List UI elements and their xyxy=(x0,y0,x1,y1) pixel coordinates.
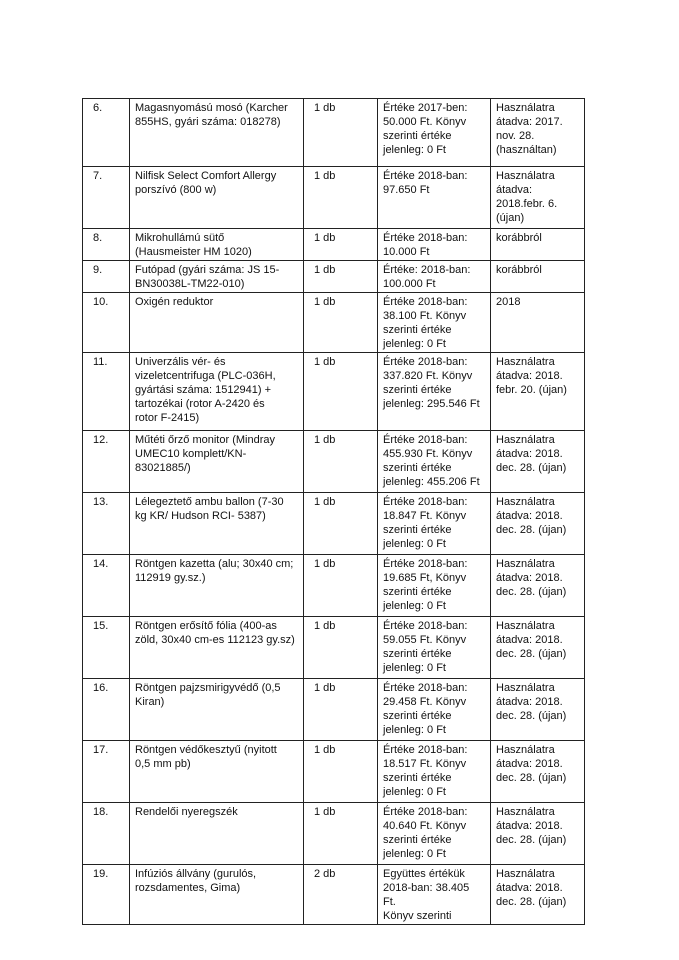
item-value: Értéke 2018-ban: 40.640 Ft. Könyv szerinti értéke jelenleg: 0 Ft xyxy=(378,803,491,865)
item-value: Értéke 2018-ban: 337.820 Ft. Könyv szerinti értéke jelenleg: 295.546 Ft xyxy=(378,353,491,431)
item-quantity: 1 db xyxy=(304,803,378,865)
item-name: Műtéti őrző monitor (Mindray UMEC10 komplett/KN- 83021885/) xyxy=(130,431,304,493)
item-status: Használatra átadva: 2018. dec. 28. (újan) xyxy=(491,617,585,679)
item-status: Használatra átadva: 2018. dec. 28. (újan) xyxy=(491,431,585,493)
item-quantity: 1 db xyxy=(304,229,378,261)
item-name: Mikrohullámú sütő (Hausmeister HM 1020) xyxy=(130,229,304,261)
table-row xyxy=(83,617,585,679)
item-name: Oxigén reduktor xyxy=(130,293,304,353)
table-row xyxy=(83,99,585,167)
item-number: 8. xyxy=(83,229,130,261)
item-status: Használatra átadva: 2018.febr. 6. (újan) xyxy=(491,167,585,229)
item-value: Értéke 2018-ban: 19.685 Ft, Könyv szerinti értéke jelenleg: 0 Ft xyxy=(378,555,491,617)
table-row xyxy=(83,803,585,865)
item-name: Futópad (gyári száma: JS 15- BN30038L-TM22-010) xyxy=(130,261,304,293)
table-row xyxy=(83,741,585,803)
item-name: Röntgen erősítő fólia (400-as zöld, 30x40 cm-es 112123 gy.sz) xyxy=(130,617,304,679)
table-row xyxy=(83,431,585,493)
inventory-rows xyxy=(83,99,585,925)
item-number: 17. xyxy=(83,741,130,803)
item-status: 2018 xyxy=(491,293,585,353)
item-number: 15. xyxy=(83,617,130,679)
item-quantity: 1 db xyxy=(304,293,378,353)
item-name: Infúziós állvány (gurulós, rozsdamentes, Gima) xyxy=(130,865,304,925)
table-row xyxy=(83,293,585,353)
table-row xyxy=(83,229,585,261)
item-value: Értéke: 2018-ban: 100.000 Ft xyxy=(378,261,491,293)
item-value: Értéke 2017-ben: 50.000 Ft. Könyv szerinti értéke jelenleg: 0 Ft xyxy=(378,99,491,167)
item-quantity: 1 db xyxy=(304,261,378,293)
table-row xyxy=(83,353,585,431)
item-number: 10. xyxy=(83,293,130,353)
item-status: Használatra átadva: 2017. nov. 28. (használtan) xyxy=(491,99,585,167)
item-value: Értéke 2018-ban: 59.055 Ft. Könyv szerinti értéke jelenleg: 0 Ft xyxy=(378,617,491,679)
item-value: Együttes értékük 2018-ban: 38.405 Ft. Könyv szerinti xyxy=(378,865,491,925)
item-quantity: 1 db xyxy=(304,555,378,617)
item-quantity: 1 db xyxy=(304,99,378,167)
item-number: 7. xyxy=(83,167,130,229)
item-number: 19. xyxy=(83,865,130,925)
item-value: Értéke 2018-ban: 18.847 Ft. Könyv szerinti értéke jelenleg: 0 Ft xyxy=(378,493,491,555)
item-number: 9. xyxy=(83,261,130,293)
item-quantity: 1 db xyxy=(304,493,378,555)
item-value: Értéke 2018-ban: 455.930 Ft. Könyv szerinti értéke jelenleg: 455.206 Ft xyxy=(378,431,491,493)
item-value: Értéke 2018-ban: 97.650 Ft xyxy=(378,167,491,229)
item-quantity: 1 db xyxy=(304,679,378,741)
item-number: 14. xyxy=(83,555,130,617)
item-quantity: 1 db xyxy=(304,353,378,431)
item-status: korábbról xyxy=(491,261,585,293)
item-name: Nilfisk Select Comfort Allergy porszívó (800 w) xyxy=(130,167,304,229)
item-value: Értéke 2018-ban: 18.517 Ft. Könyv szerinti értéke jelenleg: 0 Ft xyxy=(378,741,491,803)
item-number: 13. xyxy=(83,493,130,555)
item-number: 16. xyxy=(83,679,130,741)
item-status: korábbról xyxy=(491,229,585,261)
item-number: 12. xyxy=(83,431,130,493)
item-quantity: 1 db xyxy=(304,167,378,229)
item-quantity: 2 db xyxy=(304,865,378,925)
item-quantity: 1 db xyxy=(304,741,378,803)
item-number: 6. xyxy=(83,99,130,167)
item-name: Rendelői nyeregszék xyxy=(130,803,304,865)
item-status: Használatra átadva: 2018. dec. 28. (újan) xyxy=(491,679,585,741)
table-row xyxy=(83,167,585,229)
item-status: Használatra átadva: 2018. febr. 20. (újan) xyxy=(491,353,585,431)
item-value: Értéke 2018-ban: 38.100 Ft. Könyv szerinti értéke jelenleg: 0 Ft xyxy=(378,293,491,353)
item-quantity: 1 db xyxy=(304,617,378,679)
item-value: Értéke 2018-ban: 29.458 Ft. Könyv szerinti értéke jelenleg: 0 Ft xyxy=(378,679,491,741)
item-number: 11. xyxy=(83,353,130,431)
table-row xyxy=(83,555,585,617)
item-name: Lélegeztető ambu ballon (7-30 kg KR/ Hudson RCI- 5387) xyxy=(130,493,304,555)
table-row xyxy=(83,865,585,925)
item-quantity: 1 db xyxy=(304,431,378,493)
document-page xyxy=(82,98,584,925)
item-value: Értéke 2018-ban: 10.000 Ft xyxy=(378,229,491,261)
item-status: Használatra átadva: 2018. dec. 28. (újan) xyxy=(491,741,585,803)
item-status: Használatra átadva: 2018. dec. 28. (újan) xyxy=(491,555,585,617)
item-name: Röntgen kazetta (alu; 30x40 cm; 112919 gy.sz.) xyxy=(130,555,304,617)
item-status: Használatra átadva: 2018. dec. 28. (újan) xyxy=(491,803,585,865)
item-status: Használatra átadva: 2018. dec. 28. (újan) xyxy=(491,865,585,925)
item-number: 18. xyxy=(83,803,130,865)
item-name: Röntgen védőkesztyű (nyitott 0,5 mm pb) xyxy=(130,741,304,803)
inventory-table xyxy=(82,98,585,925)
item-name: Magasnyomású mosó (Karcher 855HS, gyári száma: 018278) xyxy=(130,99,304,167)
table-row xyxy=(83,493,585,555)
table-row xyxy=(83,679,585,741)
item-name: Röntgen pajzsmirigyvédő (0,5 Kiran) xyxy=(130,679,304,741)
table-row xyxy=(83,261,585,293)
item-status: Használatra átadva: 2018. dec. 28. (újan) xyxy=(491,493,585,555)
item-name: Univerzális vér- és vizeletcentrifuga (PLC-036H, gyártási száma: 1512941) + tartozékai (rotor A-2420 és rotor F-2415) xyxy=(130,353,304,431)
